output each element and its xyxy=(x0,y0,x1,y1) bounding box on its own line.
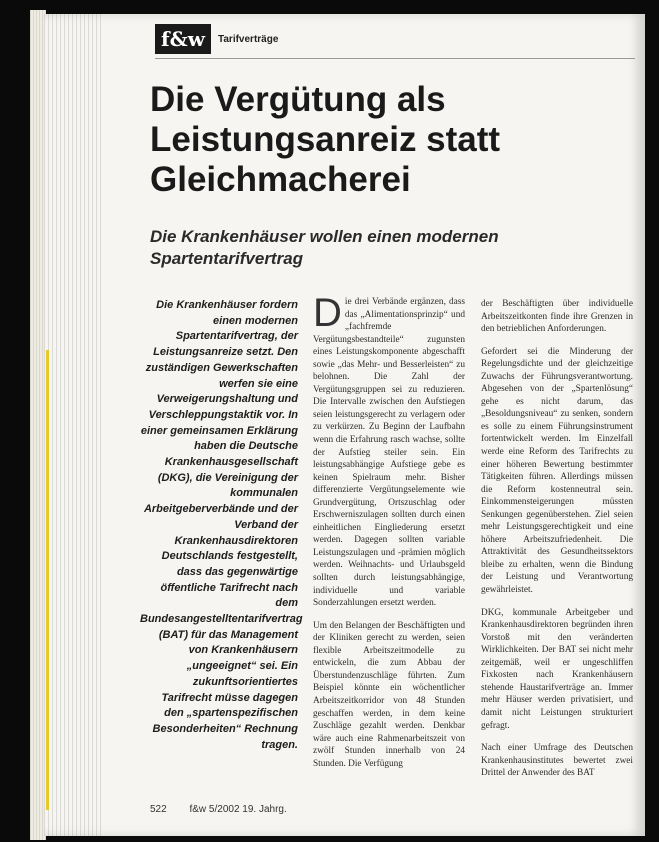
article-subheadline: Die Krankenhäuser wollen einen modernen Spartentarifvertrag xyxy=(150,227,499,268)
page-number: 522 xyxy=(150,804,167,815)
page-gutter-shadow xyxy=(44,14,104,836)
body-paragraph: DKG, kommunale Arbeitgeber und Krankenhausdirektoren begründen ihren Vorstoß mit den veränderten Wirklichkeiten. Der BAT sei nicht mehr zeitgemäß, weil er ungeschliffen Fixkosten nach Krankenhäusern stehende Haustarifverträge an. Immer mehr Häuser werden privatisiert, und damit nicht Leistungen strukturiert gefragt. xyxy=(481,607,633,731)
bookmark-ribbon xyxy=(46,350,49,810)
header-divider xyxy=(155,58,635,59)
article-headline: Die Vergütung als Leistungsanreiz statt Gleichmacherei xyxy=(150,80,501,199)
body-paragraph xyxy=(313,291,465,610)
body-paragraph: Um den Belangen der Beschäftigten und der Kliniken gerecht zu werden, seien flexible Arbeitszeitmodelle zu entwickeln, die zum Abbau der Überstundenzuschläge führten. Zum Beispiel könnte ein wöchentlicher Arbeitszeitkorridor von 48 Stunden geschaffen werden, in dem keine Zuschläge gezahlt werden. Denkbar wäre auch eine Rahmenarbeitszeit von zwölf Stunden innerhalb von 24 Stunden. Die Verfügung xyxy=(313,620,465,769)
body-paragraph: Gefordert sei die Minderung der Regelungsdichte und der gleichzeitige Zuwachs der Führungsverantwortung. Abgesehen von der „Spartenlösung“ gehe es nicht darum, das „Besoldungsniveau“ zu senken, sondern es solle zu einem Führungsinstrument fortentwickelt werden. Im Einzelfall werde eine Reform des Tarifrechts zu einer höheren Bewertung bestimmter Tätigkeiten führen. Allerdings müssen die Reform kostenneutral sein. Einkommensteigerungen müssten Senkungen gegenüberstehen. Ziel seien mehr Leistungsgerechtigkeit und eine höhere Arbeitszufriedenheit. Die Attraktivität des Gesundheitssektors bleibe zu erhalten, wenn die Bindung der Leistung und Verantwortung gewährleistet. xyxy=(481,346,633,596)
section-rubric: Tarifverträge xyxy=(218,34,279,45)
page-footer xyxy=(150,804,287,815)
body-column-2 xyxy=(481,298,633,780)
body-paragraph: der Beschäftigten über individuelle Arbeitszeitkonten finde ihre Grenzen in den betrieblichen Anforderungen. xyxy=(481,299,633,335)
magazine-logo: f&w xyxy=(155,24,211,54)
body-paragraph: Nach einer Umfrage des Deutschen Krankenhausinstitutes bewertet zwei Drittel der Anwender des BAT xyxy=(481,743,633,779)
body-column-1 xyxy=(313,291,465,770)
drop-cap: D xyxy=(313,291,342,335)
issue-info: f&w 5/2002 19. Jahrg. xyxy=(189,804,287,815)
article-lead: Die Krankenhäuser fordern einen modernen Spartentarifvertrag, der Leistungsanreize setzt. Den zuständigen Gewerkschaften werfen sie eine Verweigerungshaltung und Verschleppungstaktik vor. In einer gemeinsamen Erklärung haben die Deutsche Krankenhausgesellschaft (DKG), die Vereinigung der kommunalen Arbeitgeberverbände und der Verband der Krankenhausdirektoren Deutschlands festgestellt, dass das gegenwärtige öffentliche Tarifrecht nach dem Bundesangestelltentarifvertrag (BAT) für das Management von Krankenhäusern „ungeeignet“ sei. Ein zukunftsorientiertes Tarifrecht müsse dagegen den „spartenspezifischen Besonderheiten“ Rechnung tragen. xyxy=(140,299,303,751)
paragraph-text: ie drei Verbände ergänzen, dass das „Alimentationsprinzip“ und „fachfremde Vergütungsbestandteile“ zugunsten eines Leistungskomponente abgeschafft sowie „das Mehr- und Besserleisten“ zu belohnen. Die Zahl der Vergütungsgruppen sei zu reduzieren. Die Intervalle zwischen den Aufstiegen seien leistungsgerecht zu verlagern oder zu verkürzen. Zu Beginn der Laufbahn wenn die Erfahrung rasch wachse, sollte der Aufstieg steiler sein. Ein leistungsabhängige Aufstiege gebe es keinen Spielraum mehr. Bisher differenzierte Vergütungselemente wie Grundvergütung, Ortszuschlag oder Erschwerniszulagen sollten durch einen einheitlichen Eingliederung ersetzt werden. Dagegen sollten variable Leistungszulagen und -prämien möglich werden. Weihnachts- und Urlaubsgeld sollten durch leistungsabhängige, individuelle und variable Sonderzahlungen ersetzt werden. xyxy=(313,297,465,609)
